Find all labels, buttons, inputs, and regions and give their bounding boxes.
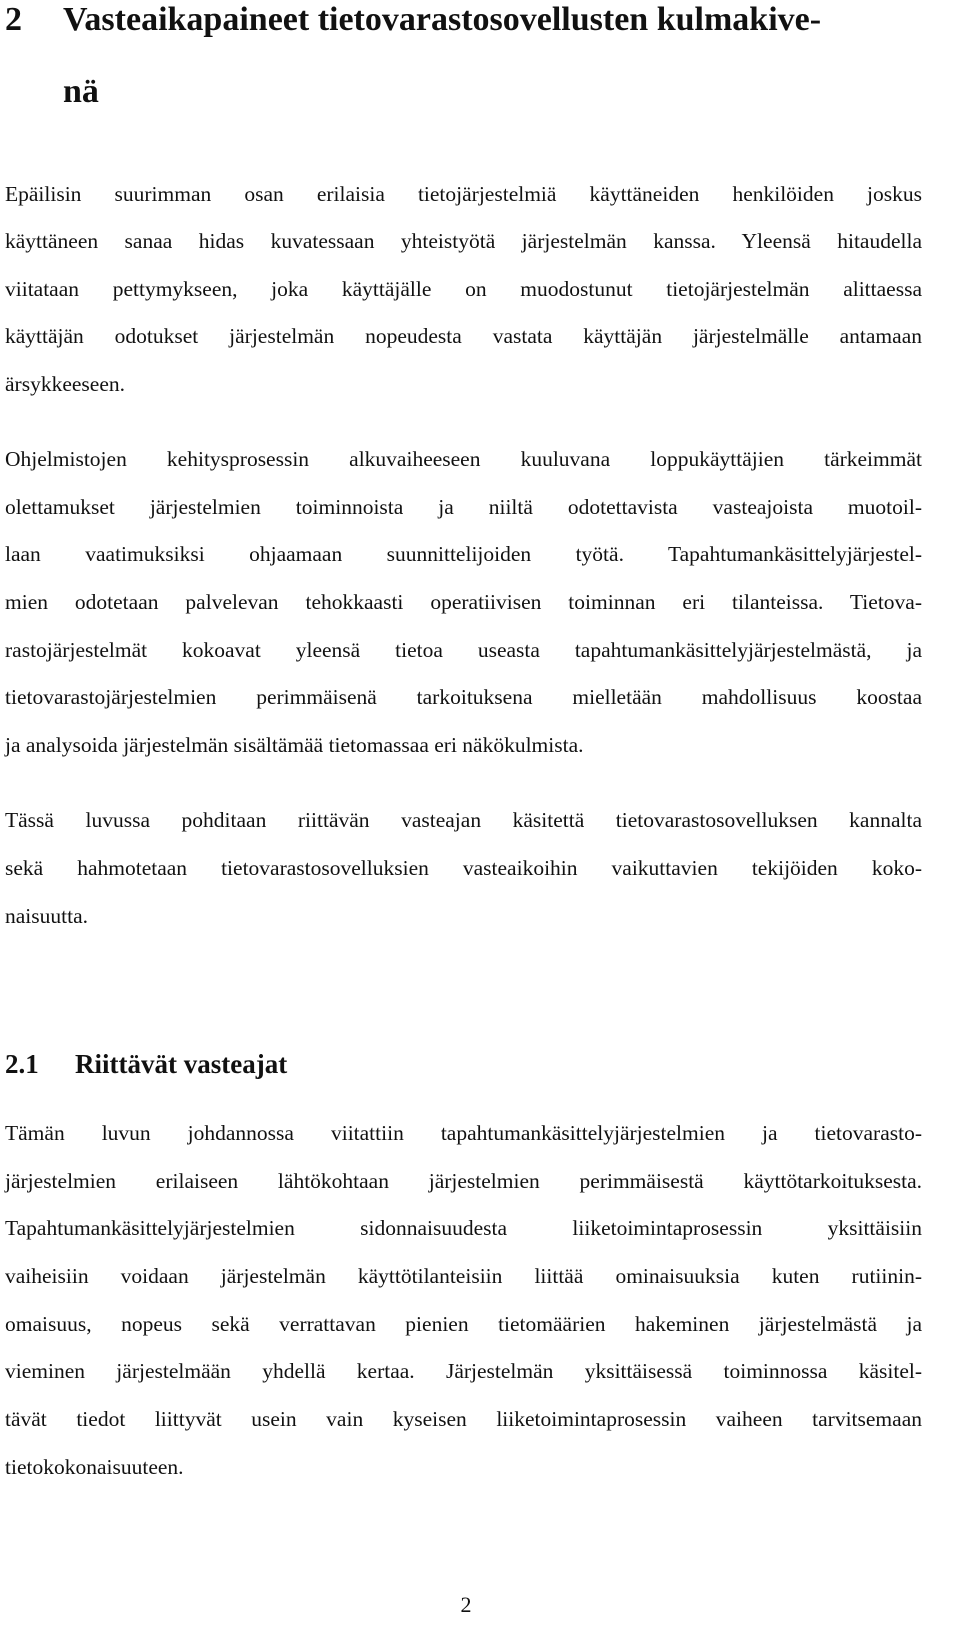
paragraph-line: ärsykkeeseen. (5, 372, 125, 396)
section-title: Riittävät vasteajat (75, 1049, 288, 1079)
page-number: 2 (460, 1592, 472, 1617)
paragraph-line: tietovarastojärjestelmien perimmäisenä tarkoituksena mielletään mahdollisuus koostaa (5, 685, 922, 709)
paragraph-line: tietokokonaisuuteen. (5, 1455, 184, 1479)
chapter-number: 2 (5, 1, 22, 38)
paragraph-line: sekä hahmotetaan tietovarastosovelluksien vasteaikoihin vaikuttavien tekijöiden koko- (5, 856, 922, 880)
paragraph-line: viitataan pettymykseen, joka käyttäjälle on muodostunut tietojärjestelmän alittaessa (5, 277, 922, 301)
paragraph-line: rastojärjestelmät kokoavat yleensä tietoa useasta tapahtumankäsittelyjärjestelmästä, ja (5, 638, 922, 662)
paragraph-line: omaisuus, nopeus sekä verrattavan pienien tietomäärien hakeminen järjestelmästä ja (5, 1312, 922, 1336)
chapter-heading (5, 0, 821, 40)
paragraph-line: ja analysoida järjestelmän sisältämää tietomassaa eri näkökulmista. (5, 733, 584, 757)
chapter-title-line-2: nä (63, 73, 99, 110)
paragraph-line: järjestelmien erilaiseen lähtökohtaan järjestelmien perimmäisestä käyttötarkoituksesta. (5, 1169, 922, 1193)
paragraph-line: vaiheisiin voidaan järjestelmän käyttötilanteisiin liittää ominaisuuksia kuten rutiinin- (5, 1264, 922, 1288)
paragraph-line: Tämän luvun johdannossa viitattiin tapahtumankäsittelyjärjestelmien ja tietovarasto- (5, 1121, 922, 1145)
section-number: 2.1 (5, 1049, 39, 1079)
paragraph-line: laan vaatimuksiksi ohjaamaan suunnittelijoiden työtä. Tapahtumankäsittelyjärjestel- (5, 542, 922, 566)
paragraph-line: olettamukset järjestelmien toiminnoista ja niiltä odotettavista vasteajoista muotoil- (5, 495, 922, 519)
paragraph-line: Epäilisin suurimman osan erilaisia tietojärjestelmiä käyttäneiden henkilöiden joskus (5, 182, 922, 206)
paragraph-line: mien odotetaan palvelevan tehokkaasti operatiivisen toiminnan eri tilanteissa. Tietova- (5, 590, 922, 614)
paragraph-line: käyttäneen sanaa hidas kuvatessaan yhteistyötä järjestelmän kanssa. Yleensä hitaudella (5, 229, 922, 253)
section-heading (5, 1048, 287, 1080)
paragraph-line: tävät tiedot liittyvät usein vain kyseisen liiketoimintaprosessin vaiheen tarvitsemaan (5, 1407, 922, 1431)
chapter-title-line-1: Vasteaikapaineet tietovarastosovellusten kulmakive- (63, 1, 822, 38)
paragraph-line: Tässä luvussa pohditaan riittävän vasteajan käsitettä tietovarastosovelluksen kannalta (5, 808, 922, 832)
paragraph-line: käyttäjän odotukset järjestelmän nopeudesta vastata käyttäjän järjestelmälle antamaan (5, 324, 922, 348)
paragraph-line: naisuutta. (5, 904, 88, 928)
paragraph-line: vieminen järjestelmään yhdellä kertaa. Järjestelmän yksittäisessä toiminnossa käsitel- (5, 1359, 922, 1383)
paragraph-line: Ohjelmistojen kehitysprosessin alkuvaiheeseen kuuluvana loppukäyttäjien tärkeimmät (5, 447, 922, 471)
paragraph-line: Tapahtumankäsittelyjärjestelmien sidonnaisuudesta liiketoimintaprosessin yksittäisiin (5, 1216, 922, 1240)
